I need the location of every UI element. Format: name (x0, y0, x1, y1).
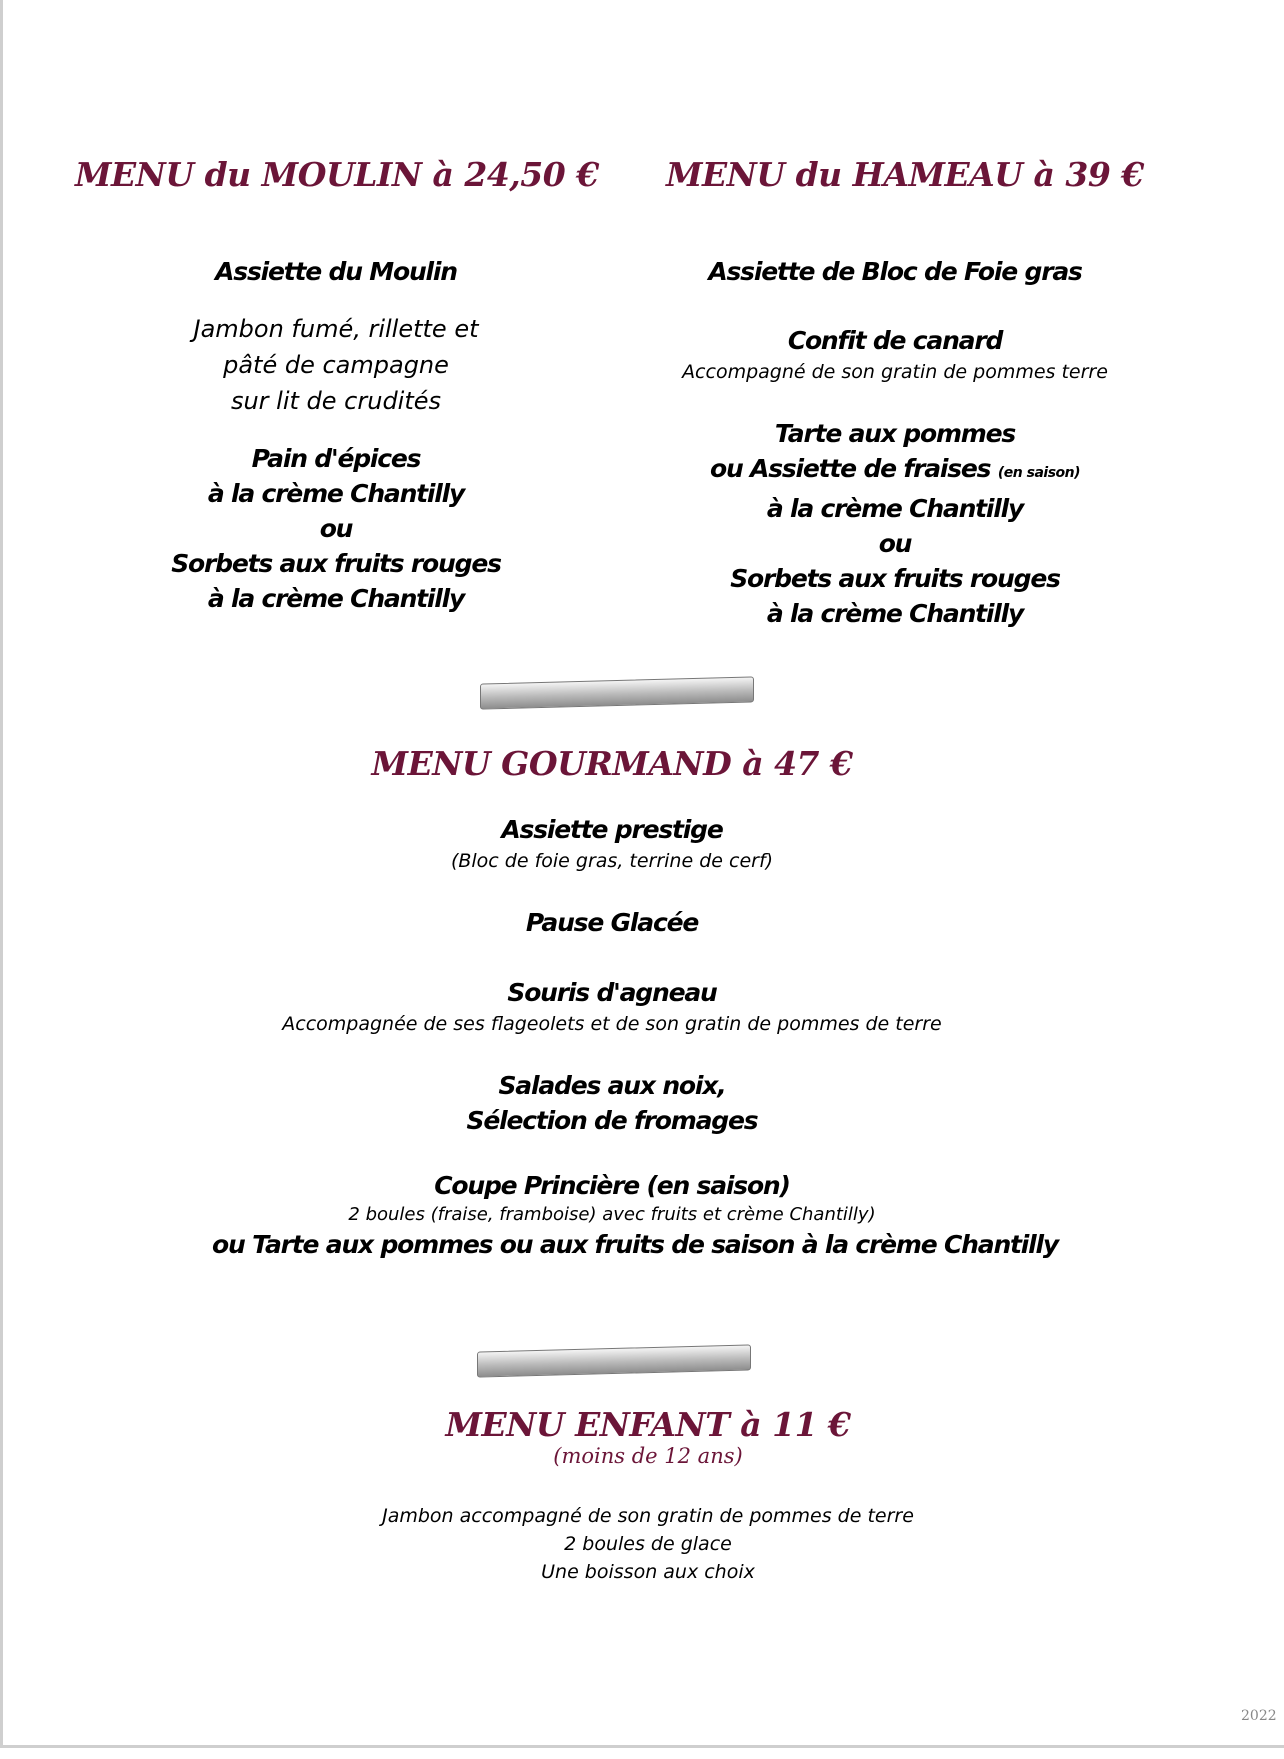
menu-item: 2 boules de glace (564, 1533, 732, 1555)
menu-moulin-title: MENU du MOULIN à 24,50 € (75, 155, 599, 194)
dish: Sorbets aux fruits rouges (171, 549, 501, 578)
dish: Assiette prestige (501, 815, 723, 844)
dish: Salades aux noix, (498, 1071, 726, 1100)
dish: Souris d'agneau (507, 978, 717, 1007)
menu-enfant-subtitle: (moins de 12 ans) (553, 1444, 743, 1468)
dish: à la crème Chantilly (207, 479, 465, 508)
dish: à la crème Chantilly (207, 584, 465, 613)
dish: Confit de canard (787, 326, 1003, 355)
dish (645, 451, 1145, 491)
dish: Pause Glacée (525, 908, 699, 937)
dish-description: Jambon fumé, rillette et (193, 315, 479, 343)
dish: Coupe Princière (en saison) (434, 1171, 790, 1200)
dish: à la crème Chantilly (766, 494, 1024, 523)
dish: Tarte aux pommes (774, 419, 1016, 448)
dish-description: Accompagné de son gratin de pommes terre (682, 361, 1108, 383)
dish-description: 2 boules (fraise, framboise) avec fruits et crème Chantilly) (348, 1204, 876, 1225)
dish: Assiette du Moulin (215, 257, 457, 286)
menu-item: Une boisson aux choix (541, 1561, 755, 1583)
divider-ornament (480, 676, 754, 709)
dish: Sélection de fromages (466, 1106, 758, 1135)
dish-description: (Bloc de foie gras, terrine de cerf) (450, 850, 774, 872)
page-border-left (0, 0, 3, 1745)
dish: à la crème Chantilly (766, 599, 1024, 628)
menu-hameau-title: MENU du HAMEAU à 39 € (666, 155, 1144, 194)
footer-year: 2022 (1241, 1708, 1277, 1724)
menu-gourmand-title: MENU GOURMAND à 47 € (371, 744, 853, 783)
menu-hameau (645, 254, 1145, 631)
divider-ornament (477, 1344, 751, 1377)
dish: ou (878, 529, 912, 558)
dish: Sorbets aux fruits rouges (730, 564, 1060, 593)
dish-description: pâté de campagne (223, 351, 449, 379)
menu-enfant (248, 1405, 1048, 1586)
season-note: (en saison) (997, 465, 1081, 481)
dish: ou Tarte aux pommes ou aux fruits de saison à la crème Chantilly (212, 1230, 1058, 1259)
menu-moulin (136, 254, 536, 616)
dish-description: sur lit de crudités (230, 387, 442, 415)
dish-name: ou Assiette de fraises (709, 454, 991, 483)
dish: Pain d'épices (251, 444, 421, 473)
dish: ou (319, 514, 353, 543)
menu-gourmand (212, 744, 1058, 1262)
menu-enfant-title: MENU ENFANT à 11 € (445, 1405, 851, 1444)
dish: Assiette de Bloc de Foie gras (708, 257, 1082, 286)
page-border-bottom (0, 1745, 1284, 1748)
menu-item: Jambon accompagné de son gratin de pommes de terre (382, 1505, 914, 1527)
dish-description: Accompagnée de ses flageolets et de son gratin de pommes de terre (282, 1013, 942, 1035)
